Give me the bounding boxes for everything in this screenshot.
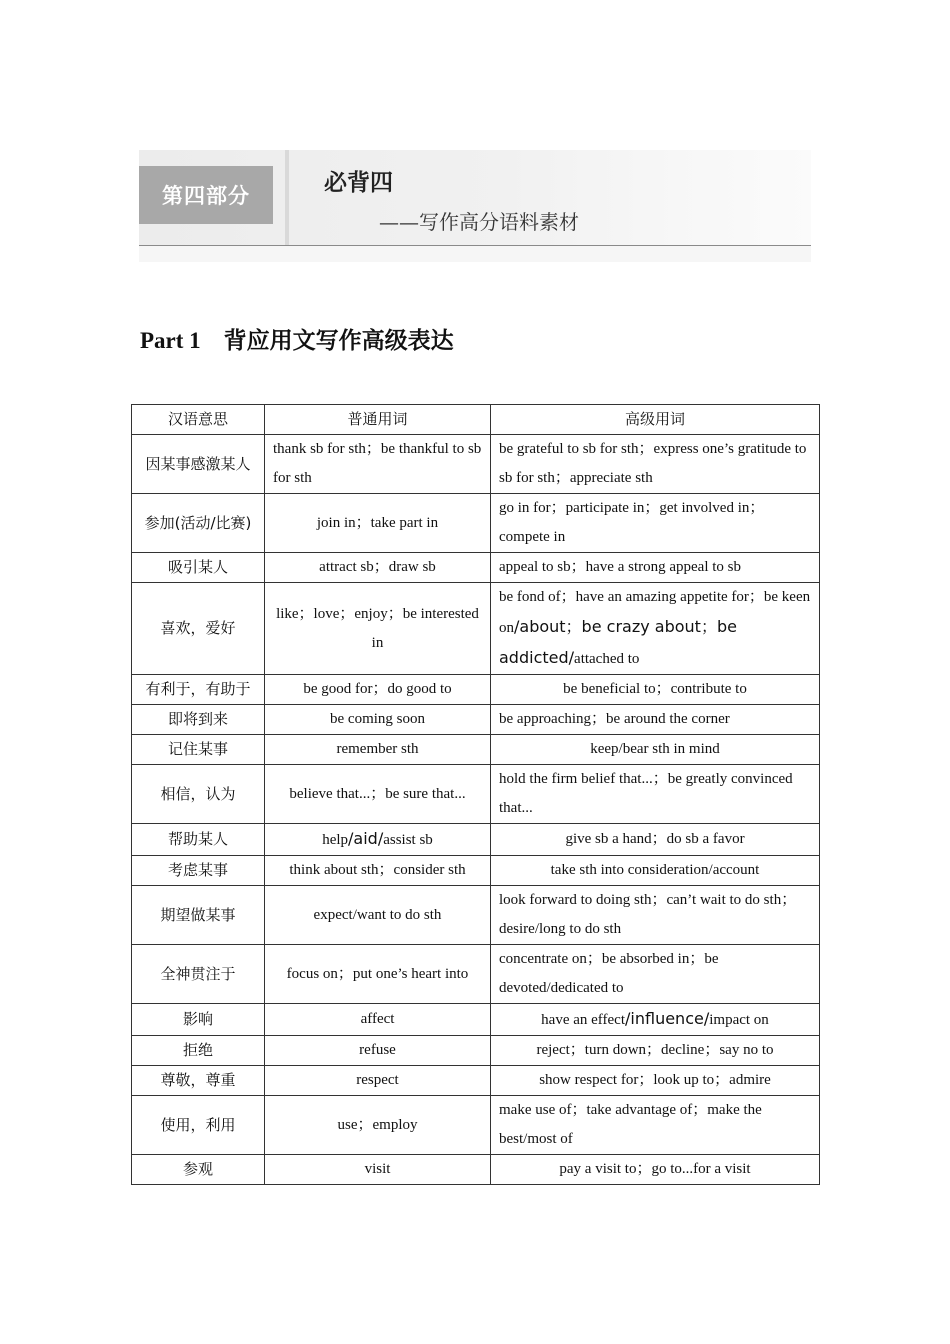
advanced-cell: be approaching；be around the corner bbox=[491, 705, 820, 735]
common-cell: respect bbox=[265, 1066, 491, 1096]
advanced-cell: keep/bear sth in mind bbox=[491, 735, 820, 765]
common-cell: believe that...；be sure that... bbox=[265, 765, 491, 824]
common-cell: visit bbox=[265, 1155, 491, 1185]
common-cell: think about sth；consider sth bbox=[265, 856, 491, 886]
table-row bbox=[132, 735, 820, 765]
meaning-cell: 即将到来 bbox=[132, 705, 265, 735]
meaning-cell: 使用，利用 bbox=[132, 1096, 265, 1155]
header-meaning: 汉语意思 bbox=[132, 405, 265, 435]
advanced-cell: reject；turn down；decline；say no to bbox=[491, 1036, 820, 1066]
common-cell: affect bbox=[265, 1004, 491, 1036]
advanced-cell: hold the firm belief that...；be greatly convinced that... bbox=[491, 765, 820, 824]
part-title: 背应用文写作高级表达 bbox=[223, 327, 454, 354]
advanced-text-part: attached to bbox=[574, 651, 640, 667]
meaning-cell: 全神贯注于 bbox=[132, 945, 265, 1004]
meaning-cell: 考虑某事 bbox=[132, 856, 265, 886]
common-cell: like；love；enjoy；be interested in bbox=[265, 583, 491, 675]
table-row bbox=[132, 886, 820, 945]
common-cell: be good for；do good to bbox=[265, 675, 491, 705]
table-header-row bbox=[132, 405, 820, 435]
advanced-cell: look forward to doing sth；can’t wait to do sth；desire/long to do sth bbox=[491, 886, 820, 945]
table-row bbox=[132, 945, 820, 1004]
advanced-cell bbox=[491, 1004, 820, 1036]
common-cell bbox=[265, 824, 491, 856]
common-cell: attract sb；draw sb bbox=[265, 553, 491, 583]
meaning-cell: 吸引某人 bbox=[132, 553, 265, 583]
table-row bbox=[132, 1066, 820, 1096]
common-cell: join in；take part in bbox=[265, 494, 491, 553]
advanced-text-part: impact on bbox=[709, 1012, 769, 1028]
header-common: 普通用词 bbox=[265, 405, 491, 435]
advanced-cell: make use of；take advantage of；make the best/most of bbox=[491, 1096, 820, 1155]
advanced-text-part: /influence/ bbox=[625, 1009, 710, 1028]
common-cell: use；employ bbox=[265, 1096, 491, 1155]
meaning-cell: 因某事感激某人 bbox=[132, 435, 265, 494]
common-cell: focus on；put one’s heart into bbox=[265, 945, 491, 1004]
table-row bbox=[132, 765, 820, 824]
table-row bbox=[132, 1036, 820, 1066]
table-row bbox=[132, 583, 820, 675]
advanced-cell: appeal to sb；have a strong appeal to sb bbox=[491, 553, 820, 583]
advanced-cell: give sb a hand；do sb a favor bbox=[491, 824, 820, 856]
common-cell: remember sth bbox=[265, 735, 491, 765]
banner-shadow bbox=[139, 246, 811, 262]
advanced-cell: concentrate on；be absorbed in；be devoted/dedicated to bbox=[491, 945, 820, 1004]
part-heading bbox=[140, 322, 454, 355]
table-row bbox=[132, 824, 820, 856]
meaning-cell: 尊敬，尊重 bbox=[132, 1066, 265, 1096]
table-row bbox=[132, 856, 820, 886]
meaning-cell: 影响 bbox=[132, 1004, 265, 1036]
advanced-cell: take sth into consideration/account bbox=[491, 856, 820, 886]
table-row bbox=[132, 675, 820, 705]
section-label: 第四部分 bbox=[139, 166, 273, 224]
section-title: 必背四 bbox=[324, 169, 393, 196]
meaning-cell: 参观 bbox=[132, 1155, 265, 1185]
advanced-cell: go in for；participate in；get involved in；compete in bbox=[491, 494, 820, 553]
advanced-cell: be beneficial to；contribute to bbox=[491, 675, 820, 705]
advanced-text-part: be fond of；have an amazing appetite for；be keen on bbox=[499, 589, 811, 636]
common-text-part: help bbox=[322, 832, 349, 848]
table-row bbox=[132, 1004, 820, 1036]
section-banner bbox=[139, 150, 811, 262]
advanced-cell: show respect for；look up to；admire bbox=[491, 1066, 820, 1096]
advanced-text-part: have an effect bbox=[541, 1012, 626, 1028]
advanced-cell: pay a visit to；go to...for a visit bbox=[491, 1155, 820, 1185]
table-row bbox=[132, 1096, 820, 1155]
common-text-part: /aid/ bbox=[348, 829, 384, 848]
part-number: Part 1 bbox=[140, 328, 201, 353]
table-row bbox=[132, 1155, 820, 1185]
header-advanced: 高级用词 bbox=[491, 405, 820, 435]
meaning-cell: 喜欢，爱好 bbox=[132, 583, 265, 675]
meaning-cell: 帮助某人 bbox=[132, 824, 265, 856]
advanced-text-part: /about；be crazy about；be addicted/ bbox=[499, 617, 737, 667]
meaning-cell: 记住某事 bbox=[132, 735, 265, 765]
vocabulary-table bbox=[131, 404, 820, 1185]
advanced-cell bbox=[491, 583, 820, 675]
common-cell: thank sb for sth；be thankful to sb for sth bbox=[265, 435, 491, 494]
meaning-cell: 期望做某事 bbox=[132, 886, 265, 945]
common-cell: refuse bbox=[265, 1036, 491, 1066]
table-row bbox=[132, 705, 820, 735]
meaning-cell: 有利于，有助于 bbox=[132, 675, 265, 705]
common-text-part: assist sb bbox=[383, 832, 433, 848]
table-row bbox=[132, 494, 820, 553]
meaning-cell: 参加(活动/比赛) bbox=[132, 494, 265, 553]
table-row bbox=[132, 435, 820, 494]
meaning-cell: 拒绝 bbox=[132, 1036, 265, 1066]
common-cell: be coming soon bbox=[265, 705, 491, 735]
common-cell: expect/want to do sth bbox=[265, 886, 491, 945]
section-subtitle: ——写作高分语料素材 bbox=[379, 210, 579, 234]
meaning-cell: 相信，认为 bbox=[132, 765, 265, 824]
banner-divider bbox=[285, 150, 289, 245]
advanced-cell: be grateful to sb for sth；express one’s gratitude to sb for sth；appreciate sth bbox=[491, 435, 820, 494]
table-row bbox=[132, 553, 820, 583]
